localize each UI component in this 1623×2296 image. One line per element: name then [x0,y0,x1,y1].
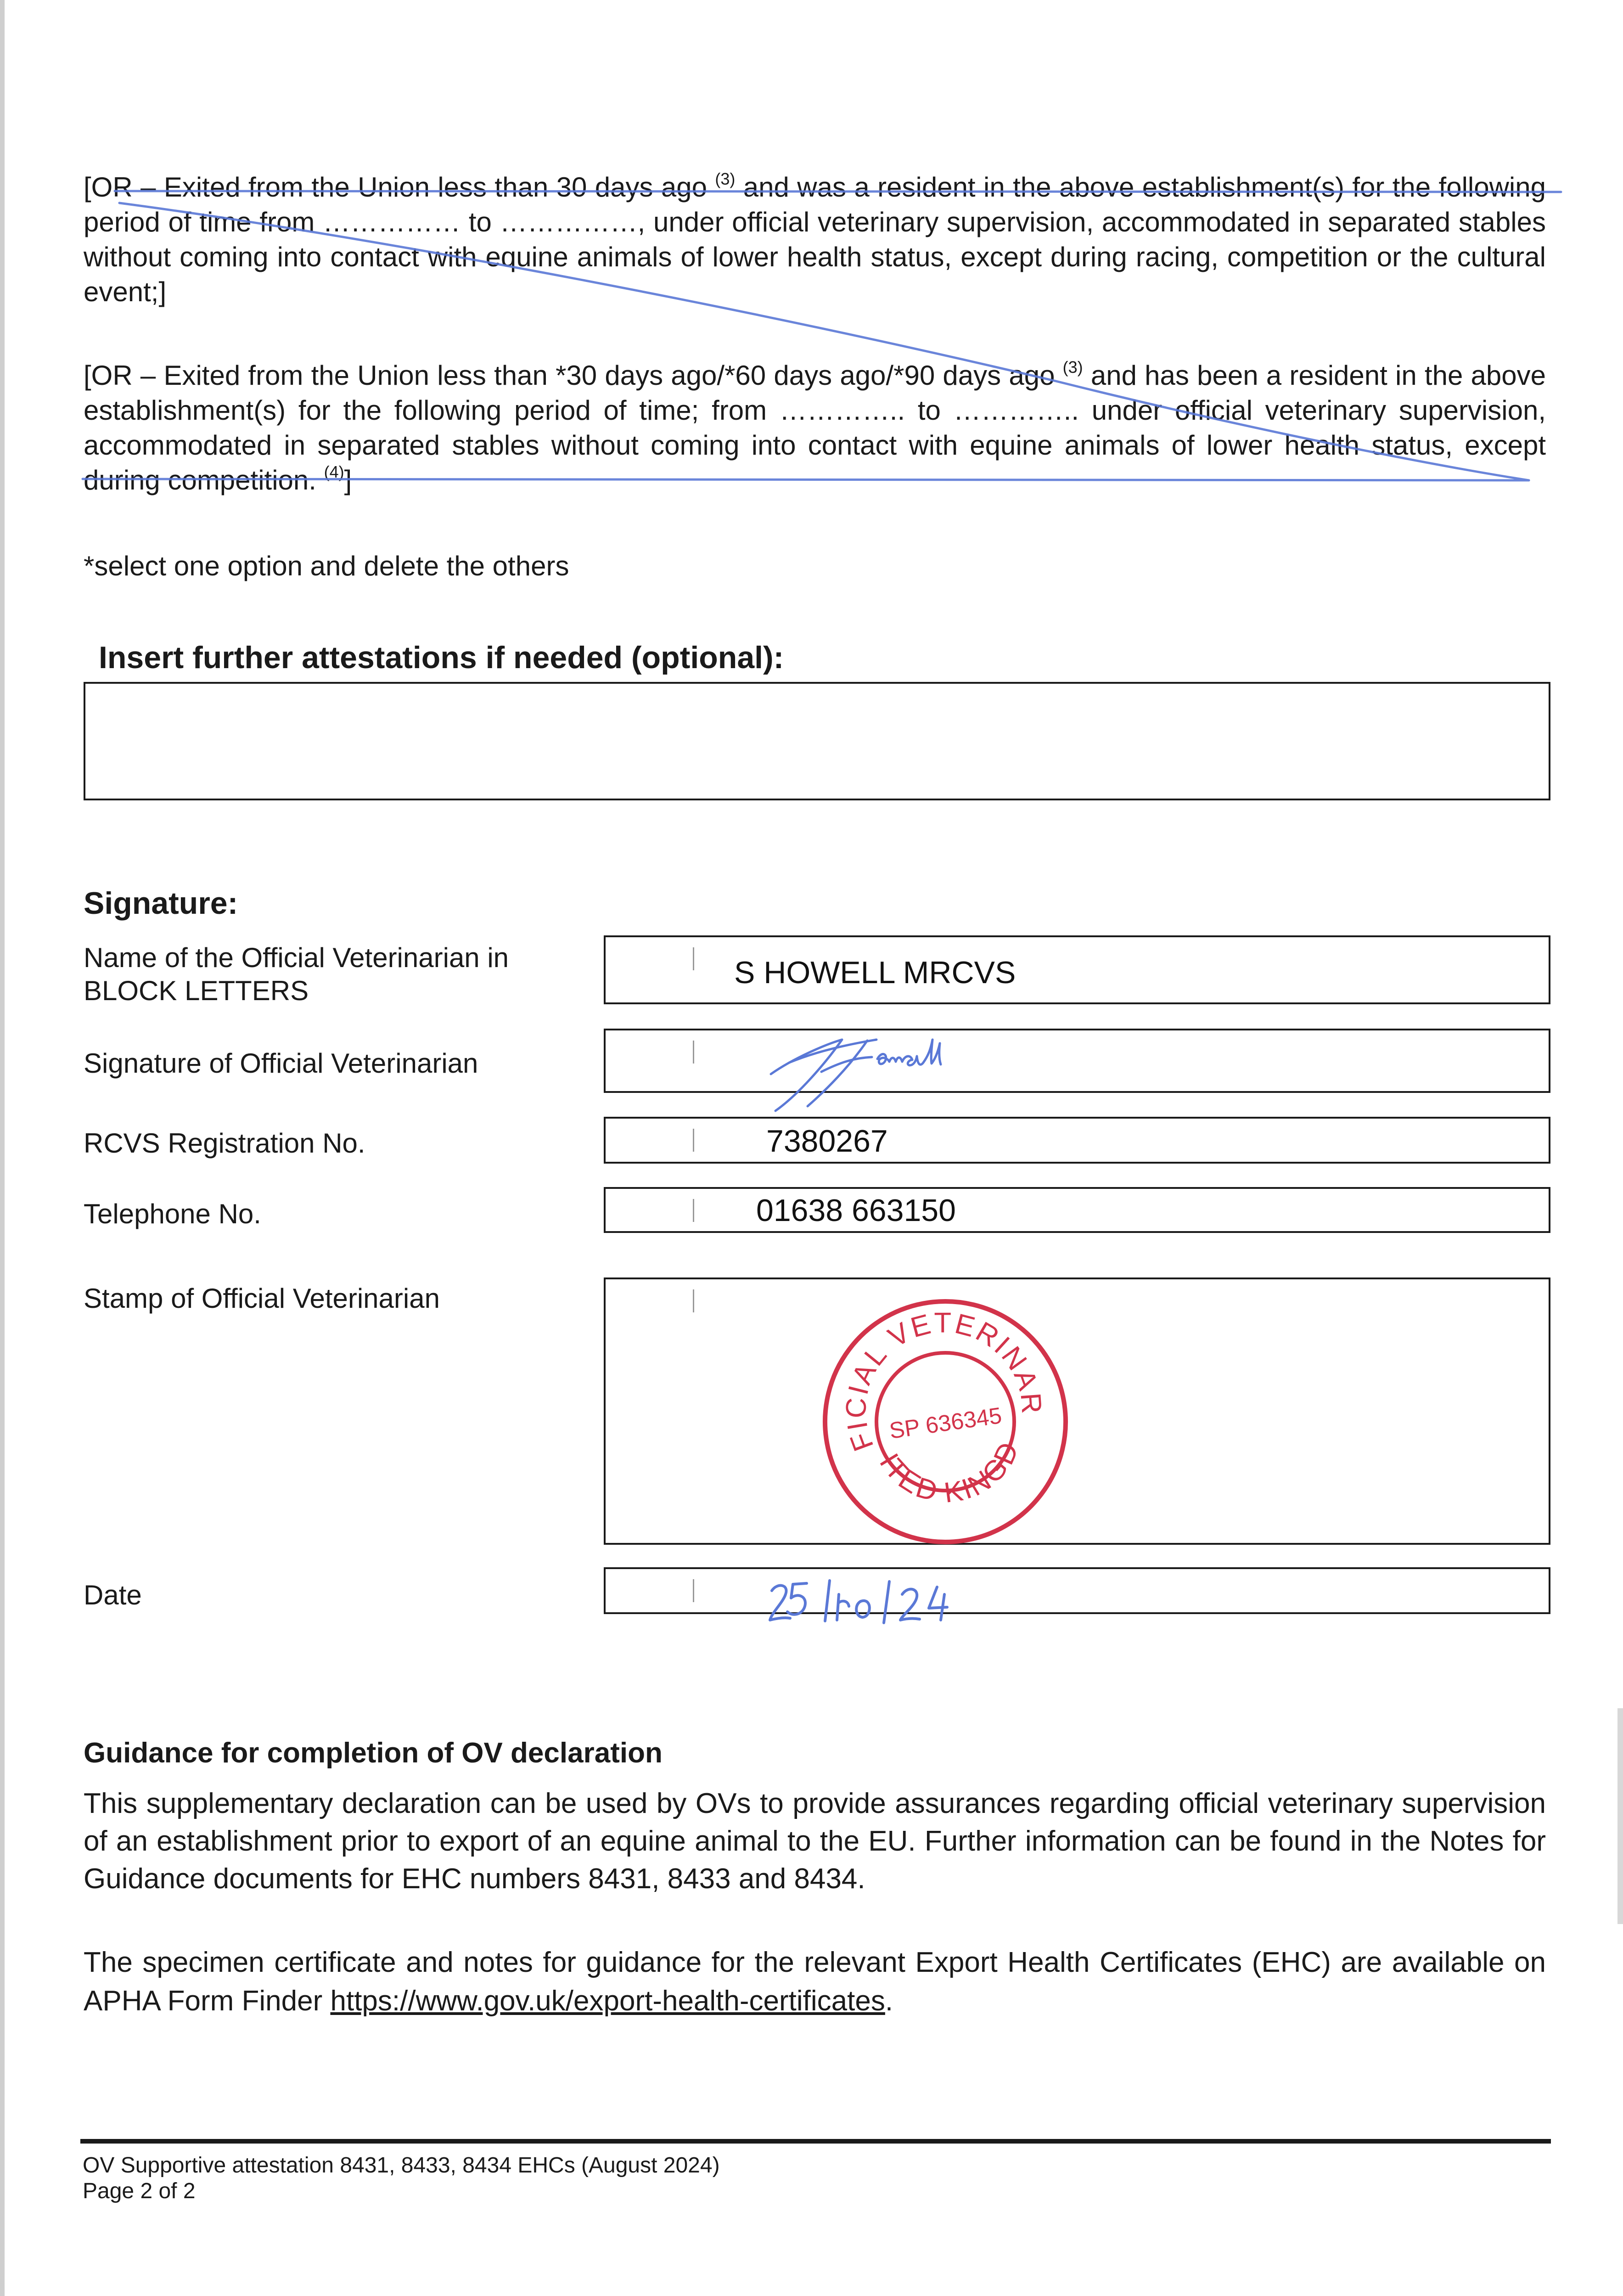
guidance-heading: Guidance for completion of OV declaration [84,1737,663,1769]
ov-stamp-label: Stamp of Official Veterinarian [84,1283,440,1314]
stamp-bottom-text: UNITED KINGDOM [873,1436,1026,1509]
footnote-ref: (3) [1062,358,1083,377]
guidance-text: . [885,1985,893,2017]
export-health-certificates-link[interactable]: https://www.gov.uk/export-health-certificates [330,1985,885,2017]
rcvs-registration-value: 7380267 [766,1124,888,1159]
stamp-top-text: OFFICIAL VETERINARIAN [840,1307,1048,1455]
ov-signature-label: Signature of Official Veterinarian [84,1048,478,1079]
option-90-text: ] [344,465,352,495]
date-label: Date [84,1580,142,1610]
footnote-ref: (3) [715,169,736,188]
footnote-ref: (4) [324,462,344,481]
ov-name-value: S HOWELL MRCVS [734,955,1016,990]
option-90-text: and has been a resident in the above establishment(s) for the following period of time; from ………….. to ………….. under official veterinary supervision, accommodated in separated stables without coming into contact with equine animals of lower health status, except during competition. [84,360,1546,495]
stamp-number: SP 636345 [887,1402,1004,1444]
guidance-paragraph: This supplementary declaration can be used by OVs to provide assurances regarding official veterinary supervision of an establishment prior to export of an equine animal to the EU. Further information can be found in the Notes for Guidance documents for EHC numbers 8431, 8433 and 8434. [84,1788,1546,1895]
telephone-label: Telephone No. [84,1199,261,1229]
further-attestations-heading: Insert further attestations if needed (optional): [99,640,784,675]
strikethrough-line [115,191,1561,192]
rcvs-registration-label: RCVS Registration No. [84,1128,365,1159]
footer-document-title: OV Supportive attestation 8431, 8433, 8434 EHCs (August 2024) [83,2153,720,2178]
option-30-text: [OR – Exited from the Union less than 30 days ago [84,172,715,203]
option-30-text: and was a resident in the above establishment(s) for the following period of time from …………… to ……………, under official veterinary supervision, accommodated in separated stables without coming into contact with equine animals of lower health status, except during racing, competition or the cultural event;] [84,172,1546,307]
option-90-text: [OR – Exited from the Union less than *30 days ago/*60 days ago/*90 days ago [84,360,1063,391]
footer-page-number: Page 2 of 2 [83,2179,196,2203]
diagonal-cross-line [119,203,1529,480]
signature-heading: Signature: [84,886,238,921]
select-option-note: *select one option and delete the others [84,551,569,581]
guidance-text: The specimen certificate and notes for guidance for the relevant Export Health Certificates (EHC) are available on APHA Form Finder [84,1947,1546,2017]
ov-name-label: Name of the Official Veterinarian in BLOCK LETTERS [84,942,509,1006]
telephone-value: 01638 663150 [756,1193,956,1228]
strikethrough-line [83,479,1529,480]
